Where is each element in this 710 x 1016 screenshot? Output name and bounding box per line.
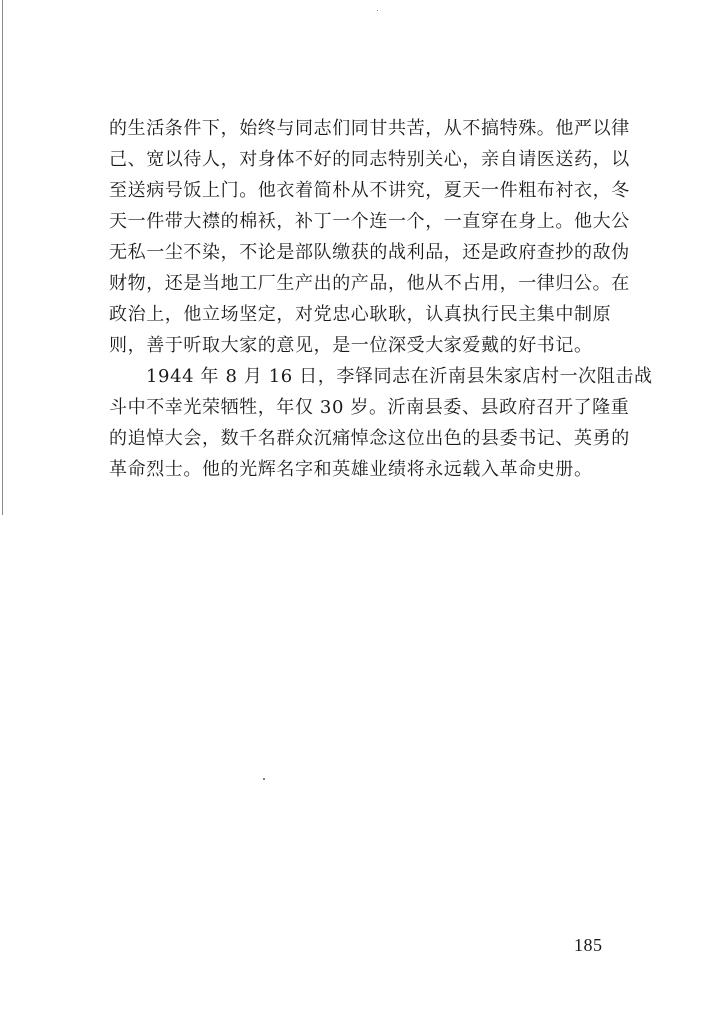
text-line: 斗中不幸光荣牺牲，年仅 30 岁。沂南县委、县政府召开了隆重	[109, 397, 630, 418]
text-line: 的追悼大会，数千名群众沉痛悼念这位出色的县委书记、英勇的	[109, 428, 630, 449]
scan-speck	[263, 778, 265, 780]
page-edge-rule	[2, 0, 3, 515]
text-line: 的生活条件下，始终与同志们同甘共苦，从不搞特殊。他严以律	[109, 118, 630, 139]
text-line: 至送病号饭上门。他衣着简朴从不讲究，夏天一件粗布衬衣，冬	[109, 180, 630, 201]
text-line: 无私一尘不染，不论是部队缴获的战利品，还是政府查抄的敌伪	[109, 242, 630, 263]
text-line: 政治上，他立场坚定，对党忠心耿耿，认真执行民主集中制原	[109, 304, 612, 325]
page-number: 185	[574, 935, 603, 955]
text-line: 天一件带大襟的棉袄，补丁一个连一个，一直穿在身上。他大公	[109, 211, 630, 232]
body-text	[109, 113, 653, 485]
text-line: 己、宽以待人，对身体不好的同志特别关心，亲自请医送药，以	[109, 149, 630, 170]
paragraph-2	[109, 361, 653, 485]
paragraph-1	[109, 113, 631, 361]
text-line: 财物，还是当地工厂生产出的产品，他从不占用，一律归公。在	[109, 273, 630, 294]
text-line: 革命烈士。他的光辉名字和英雄业绩将永远载入革命史册。	[109, 459, 593, 480]
text-line: 则，善于听取大家的意见，是一位深受大家爱戴的好书记。	[109, 335, 593, 356]
scan-speck	[377, 10, 378, 11]
text-line: 1944 年 8 月 16 日，李铎同志在沂南县朱家店村一次阻击战	[146, 366, 653, 387]
